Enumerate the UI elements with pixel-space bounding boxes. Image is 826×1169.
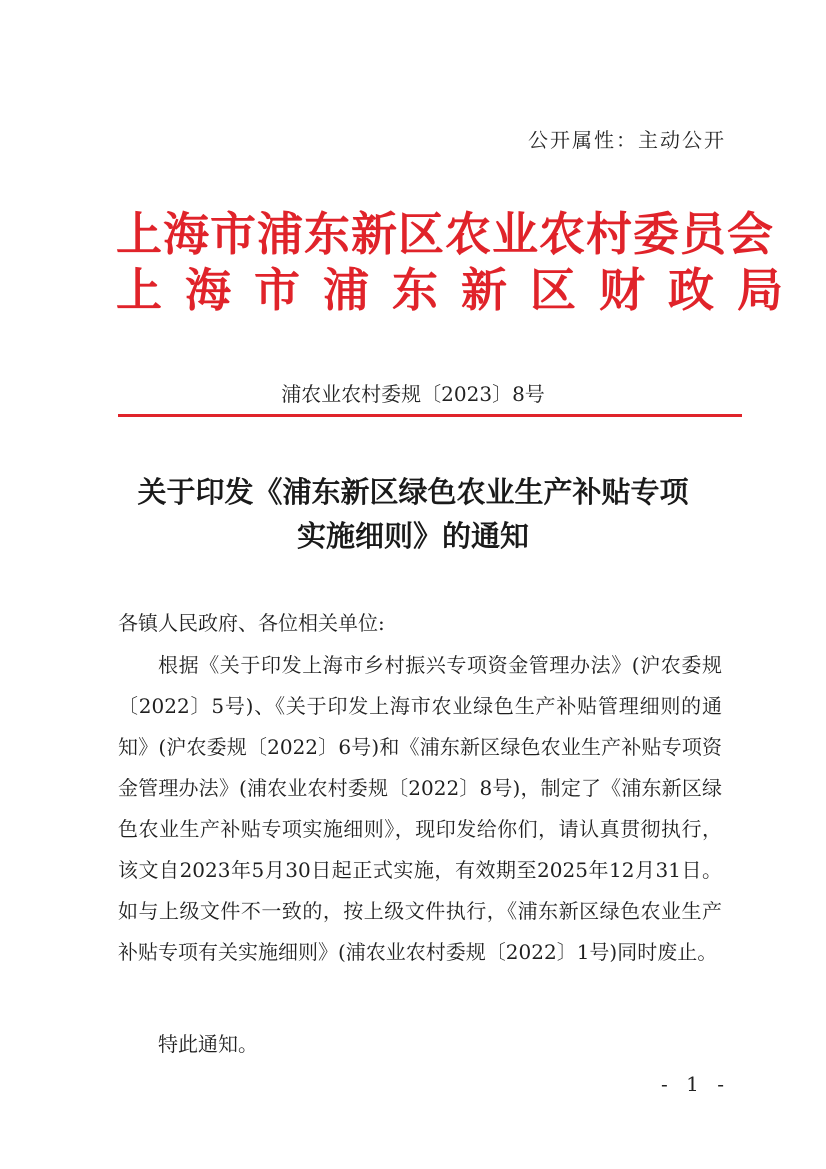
issuer-finance-bureau: 上海市浦东新区财政局 xyxy=(116,263,806,317)
title-line-2: 实施细则》的通知 xyxy=(296,519,529,553)
page-number: - 1 - xyxy=(661,1072,730,1096)
title-line-1: 关于印发《浦东新区绿色农业生产补贴专项 xyxy=(137,475,689,509)
disclosure-attribute: 公开属性：主动公开 xyxy=(528,128,726,152)
closing-remark: 特此通知。 xyxy=(158,1032,258,1056)
body-paragraph: 根据《关于印发上海市乡村振兴专项资金管理办法》(沪农委规〔2022〕5号)、《关于印发上海市农业绿色生产补贴管理细则的通知》(沪农委规〔2022〕6号)和《浦东新区绿色农业生产补贴专项资金管理办法》(浦农业农村委规〔2022〕8号)，制定了《浦东新区绿色农业生产补贴专项实施细则》，现印发给你们，请认真贯彻执行，该文自2023年5月30日起正式实施，有效期至2025年12月31日。如与上级文件不一致的，按上级文件执行，《浦东新区绿色农业生产补贴专项有关实施细则》(浦农业农村委规〔2022〕1号)同时废止。 xyxy=(118,653,722,964)
red-divider-line xyxy=(118,414,742,417)
document-number: 浦农业农村委规〔2023〕8号 xyxy=(281,382,545,406)
document-title xyxy=(60,470,766,558)
salutation: 各镇人民政府、各位相关单位: xyxy=(118,611,385,635)
issuer-agriculture-committee: 上海市浦东新区农业农村委员会 xyxy=(116,207,774,261)
